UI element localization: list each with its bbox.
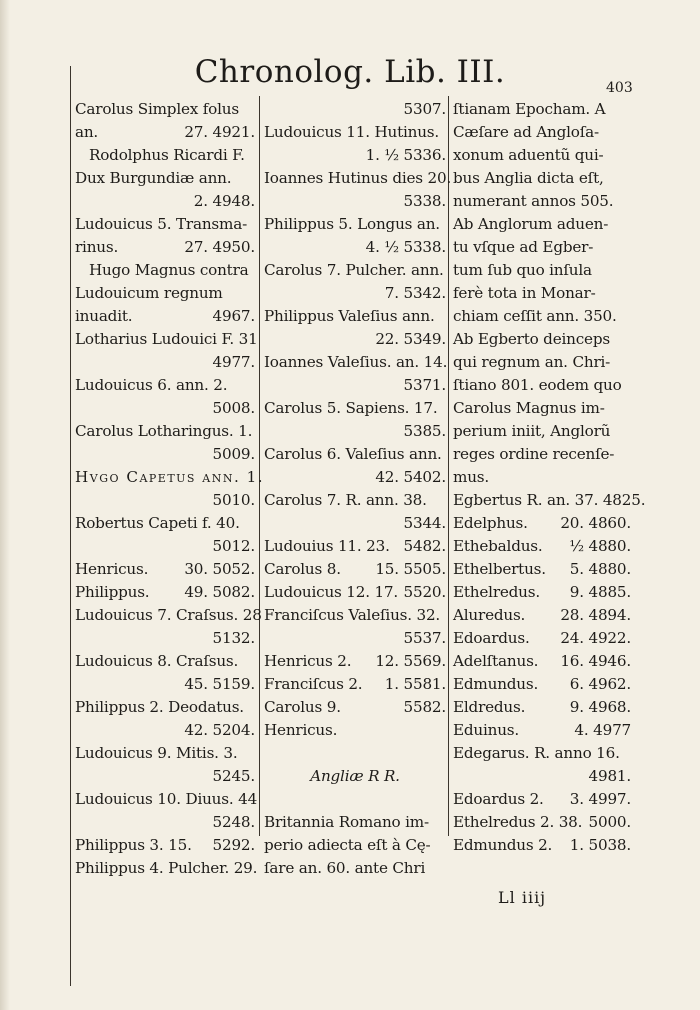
line-text: Hugo Magnus contra xyxy=(89,261,249,279)
text-line xyxy=(264,696,446,719)
text-line xyxy=(264,443,446,466)
line-text: Franciſcus Valeſius. 32. xyxy=(264,606,441,624)
text-line xyxy=(75,558,255,581)
text-line xyxy=(264,627,446,650)
line-text: Henricus. xyxy=(75,560,149,578)
text-line xyxy=(264,581,446,604)
text-line xyxy=(453,259,631,282)
line-text: 2. 4948. xyxy=(193,192,255,210)
text-line xyxy=(264,397,446,420)
text-line xyxy=(75,190,255,213)
text-line xyxy=(75,466,265,489)
line-number: 5292. xyxy=(212,836,255,854)
text-line xyxy=(75,397,255,420)
text-line xyxy=(75,236,255,259)
text-line xyxy=(264,535,446,558)
text-line xyxy=(453,328,631,351)
column-rule-left xyxy=(70,66,71,986)
line-text: Hvgo Capetus ann. 1. xyxy=(75,468,265,486)
line-text: 5248. xyxy=(212,813,255,831)
text-line xyxy=(264,282,446,305)
column-english-kings xyxy=(453,98,646,857)
line-text: Carolus Lotharingus. 1. xyxy=(75,422,253,440)
line-text: Ab Anglorum aduen- xyxy=(453,215,609,233)
column-french-kings xyxy=(75,98,265,880)
text-line xyxy=(264,121,446,144)
line-text: 5009. xyxy=(212,445,255,463)
line-text: Carolus 8. xyxy=(264,560,341,578)
text-line xyxy=(264,788,446,811)
page-number: 403 xyxy=(606,80,633,96)
text-line xyxy=(453,397,631,420)
text-line xyxy=(453,535,631,558)
line-text: perio adiecta eſt à Cę- xyxy=(264,836,431,854)
line-text: Ab Egberto deinceps xyxy=(453,330,610,348)
text-line xyxy=(75,305,255,328)
text-line xyxy=(453,811,631,834)
text-line xyxy=(75,167,255,190)
text-line xyxy=(453,673,631,696)
line-text: ſare an. 60. ante Chri xyxy=(264,859,426,877)
text-line xyxy=(75,121,255,144)
line-number: 5520. xyxy=(403,583,446,601)
text-line xyxy=(75,604,262,627)
text-line xyxy=(453,351,631,374)
line-text: Edoardus. xyxy=(453,629,530,647)
text-line xyxy=(453,696,631,719)
line-text: Lotharius Ludouici F. 31 xyxy=(75,330,258,348)
text-line xyxy=(264,673,446,696)
line-text: Ethelbertus. xyxy=(453,560,546,578)
text-line xyxy=(264,558,446,581)
line-number: 5. 4880. xyxy=(569,560,631,578)
line-text: Britannia Romano im- xyxy=(264,813,429,831)
text-line xyxy=(453,489,646,512)
text-line xyxy=(264,811,446,834)
line-text: Ioannes Valeſius. an. 14. xyxy=(264,353,448,371)
text-line xyxy=(75,719,255,742)
line-text: ſtianam Epocham. A xyxy=(453,100,606,118)
line-text: Ludouicus 5. Transma- xyxy=(75,215,248,233)
text-line xyxy=(75,328,258,351)
line-text: Henricus. xyxy=(264,721,338,739)
line-number: 24. 4922. xyxy=(560,629,631,647)
line-text: ferè tota in Monar- xyxy=(453,284,596,302)
line-number: 5000. xyxy=(588,813,631,831)
line-number: 49. 5082. xyxy=(184,583,255,601)
text-line xyxy=(453,834,631,857)
line-text: Philippus Valeſius ann. xyxy=(264,307,435,325)
line-text: Adelſtanus. xyxy=(453,652,539,670)
line-number: 16. 4946. xyxy=(560,652,631,670)
line-text: 42. 5204. xyxy=(184,721,255,739)
line-number: 3. 4997. xyxy=(569,790,631,808)
line-text: Eduinus. xyxy=(453,721,520,739)
text-line xyxy=(75,512,255,535)
line-text: 5010. xyxy=(212,491,255,509)
line-text: Rodolphus Ricardi F. xyxy=(89,146,245,164)
line-text: rinus. xyxy=(75,238,119,256)
text-line xyxy=(264,742,446,765)
line-text: Edoardus 2. xyxy=(453,790,544,808)
line-text: Carolus 5. Sapiens. 17. xyxy=(264,399,438,417)
text-line xyxy=(75,98,255,121)
text-line xyxy=(75,857,258,880)
line-text: Ludouius 11. 23. xyxy=(264,537,390,555)
text-line xyxy=(453,282,631,305)
text-line xyxy=(453,213,631,236)
text-line xyxy=(264,259,446,282)
line-text: Angliæ R R. xyxy=(310,767,400,785)
text-line xyxy=(453,581,631,604)
text-line xyxy=(264,765,446,788)
line-text: Ioannes Hutinus dies 20. xyxy=(264,169,452,187)
text-line xyxy=(75,259,255,282)
line-text: 1. ½ 5336. xyxy=(365,146,446,164)
line-text: Ludouicus 9. Mitis. 3. xyxy=(75,744,238,762)
text-line xyxy=(453,512,631,535)
column-rule-center-right xyxy=(448,96,449,836)
text-line xyxy=(264,213,446,236)
line-text: 7. 5342. xyxy=(384,284,446,302)
line-number: 5482. xyxy=(403,537,446,555)
text-line xyxy=(264,374,446,397)
text-line xyxy=(75,650,255,673)
text-line xyxy=(453,466,631,489)
line-number: 30. 5052. xyxy=(184,560,255,578)
line-text: 5307. xyxy=(403,100,446,118)
page-edge-shadow xyxy=(0,0,10,1010)
line-text: Dux Burgundiæ ann. xyxy=(75,169,232,187)
text-line xyxy=(453,788,631,811)
line-number: 20. 4860. xyxy=(560,514,631,532)
text-line xyxy=(75,788,258,811)
text-line xyxy=(264,719,446,742)
line-text: numerant annos 505. xyxy=(453,192,614,210)
line-text: xonum aduentũ qui- xyxy=(453,146,604,164)
line-text: Ludouicum regnum xyxy=(75,284,223,302)
line-number: 27. 4950. xyxy=(184,238,255,256)
text-line xyxy=(453,765,631,788)
text-line xyxy=(264,466,446,489)
line-text: Ethelredus. xyxy=(453,583,540,601)
line-text: Philippus 5. Longus an. xyxy=(264,215,440,233)
line-text: Robertus Capeti f. 40. xyxy=(75,514,240,532)
text-line xyxy=(453,167,631,190)
line-number: 12. 5569. xyxy=(375,652,446,670)
line-text: Ludouicus 7. Craſsus. 28 xyxy=(75,606,262,624)
line-text: Philippus 2. Deodatus. xyxy=(75,698,244,716)
line-number: 9. 4885. xyxy=(569,583,631,601)
text-line xyxy=(75,627,255,650)
line-text: Edmundus 2. xyxy=(453,836,553,854)
text-line xyxy=(75,535,255,558)
text-line xyxy=(453,742,631,765)
text-line xyxy=(264,144,446,167)
line-text: mus. xyxy=(453,468,490,486)
line-text: 4. ½ 5338. xyxy=(365,238,446,256)
text-line xyxy=(453,719,631,742)
line-text: perium iniit, Anglorũ xyxy=(453,422,611,440)
text-line xyxy=(264,305,446,328)
text-line xyxy=(453,144,631,167)
line-text: 4977. xyxy=(212,353,255,371)
line-number: 9. 4968. xyxy=(569,698,631,716)
text-line xyxy=(453,98,631,121)
text-line xyxy=(264,420,446,443)
line-number: 4. 4977 xyxy=(574,721,631,739)
line-text: Edmundus. xyxy=(453,675,539,693)
line-text: 5344. xyxy=(403,514,446,532)
line-text: Ethebaldus. xyxy=(453,537,543,555)
line-text: chiam ceſſit ann. 350. xyxy=(453,307,617,325)
text-line xyxy=(75,696,255,719)
text-line xyxy=(75,765,255,788)
line-text: reges ordine recenſe- xyxy=(453,445,615,463)
line-text: inuadit. xyxy=(75,307,133,325)
text-line xyxy=(264,834,446,857)
text-line xyxy=(75,213,255,236)
line-number: 1. 5038. xyxy=(569,836,631,854)
line-text: 5008. xyxy=(212,399,255,417)
line-number: 28. 4894. xyxy=(560,606,631,624)
line-text: Philippus 3. 15. xyxy=(75,836,192,854)
line-text: Aluredus. xyxy=(453,606,526,624)
line-number: 4967. xyxy=(212,307,255,325)
line-number: 6. 4962. xyxy=(569,675,631,693)
text-line xyxy=(264,857,446,880)
signature-mark: Ll iiij xyxy=(498,888,547,907)
text-line xyxy=(264,98,446,121)
line-text: Edegarus. R. anno 16. xyxy=(453,744,620,762)
text-line xyxy=(75,420,255,443)
page-title: Chronolog. Lib. III. xyxy=(194,54,506,90)
text-line xyxy=(453,650,631,673)
line-text: tum ſub quo inſula xyxy=(453,261,592,279)
line-text: 5132. xyxy=(212,629,255,647)
line-text: Carolus 6. Valeſius ann. xyxy=(264,445,442,463)
text-line xyxy=(264,512,446,535)
line-text: Ludouicus 10. Diuus. 44 xyxy=(75,790,258,808)
text-line xyxy=(75,443,255,466)
text-line xyxy=(264,650,446,673)
text-line xyxy=(453,236,631,259)
line-text: Ludouicus 12. 17. xyxy=(264,583,399,601)
line-text: Carolus 7. R. ann. 38. xyxy=(264,491,427,509)
line-text: Franciſcus 2. xyxy=(264,675,363,693)
line-number: 27. 4921. xyxy=(184,123,255,141)
line-text: Carolus Magnus im- xyxy=(453,399,605,417)
line-text: Henricus 2. xyxy=(264,652,352,670)
text-line xyxy=(75,742,255,765)
line-text: 5371. xyxy=(403,376,446,394)
text-line xyxy=(264,351,446,374)
column-french-kings-continued xyxy=(264,98,452,880)
text-line xyxy=(75,374,255,397)
text-line xyxy=(453,627,631,650)
text-line xyxy=(264,604,446,627)
line-text: Edelphus. xyxy=(453,514,528,532)
text-line xyxy=(264,190,446,213)
line-text: ſtiano 801. eodem quo xyxy=(453,376,622,394)
line-text: Ethelredus 2. 38. xyxy=(453,813,583,831)
text-line xyxy=(75,282,255,305)
line-text: Carolus 7. Pulcher. ann. xyxy=(264,261,444,279)
text-line xyxy=(453,604,631,627)
text-line xyxy=(75,673,255,696)
line-text: Carolus Simplex folus xyxy=(75,100,239,118)
line-text: Eldredus. xyxy=(453,698,526,716)
text-line xyxy=(264,328,446,351)
text-line xyxy=(75,834,255,857)
line-text: tu vſque ad Egber- xyxy=(453,238,594,256)
text-line xyxy=(453,443,631,466)
line-text: 42. 5402. xyxy=(375,468,446,486)
text-line xyxy=(75,811,255,834)
text-line xyxy=(75,144,255,167)
line-text: 4981. xyxy=(588,767,631,785)
line-text: Cæſare ad Angloſa- xyxy=(453,123,599,141)
line-text: Ludouicus 6. ann. 2. xyxy=(75,376,228,394)
text-line xyxy=(264,167,452,190)
text-line xyxy=(453,374,631,397)
text-line xyxy=(75,489,255,512)
text-line xyxy=(453,420,631,443)
line-text: 5537. xyxy=(403,629,446,647)
line-text: 5012. xyxy=(212,537,255,555)
line-number: 15. 5505. xyxy=(375,560,446,578)
text-line xyxy=(75,351,255,374)
line-text: bus Anglia dicta eſt, xyxy=(453,169,604,187)
line-text: 22. 5349. xyxy=(375,330,446,348)
text-line xyxy=(264,236,446,259)
line-number: 1. 5581. xyxy=(384,675,446,693)
line-text: Philippus 4. Pulcher. 29. xyxy=(75,859,258,877)
line-text: 5245. xyxy=(212,767,255,785)
line-text: Philippus. xyxy=(75,583,150,601)
text-line xyxy=(75,581,255,604)
text-line xyxy=(453,190,631,213)
line-text: Ludouicus 11. Hutinus. xyxy=(264,123,440,141)
line-text: 5385. xyxy=(403,422,446,440)
line-number: 5582. xyxy=(403,698,446,716)
line-text: qui regnum an. Chri- xyxy=(453,353,611,371)
line-text: 5338. xyxy=(403,192,446,210)
line-text: Carolus 9. xyxy=(264,698,341,716)
line-text: 45. 5159. xyxy=(184,675,255,693)
text-line xyxy=(453,305,631,328)
line-text: an. xyxy=(75,123,99,141)
line-number: ½ 4880. xyxy=(569,537,631,555)
line-text: Ludouicus 8. Craſsus. xyxy=(75,652,239,670)
line-text: Egbertus R. an. 37. 4825. xyxy=(453,491,646,509)
text-line xyxy=(264,489,446,512)
text-line xyxy=(453,121,631,144)
text-line xyxy=(453,558,631,581)
